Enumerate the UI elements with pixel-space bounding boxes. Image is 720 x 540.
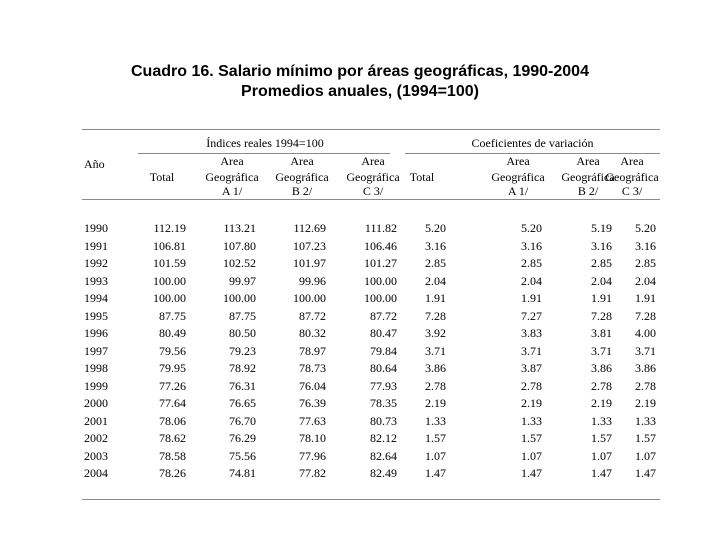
- row-year: 1990: [84, 221, 108, 235]
- cell-coef-area-a: 3.83: [521, 326, 542, 340]
- cell-indices-area-a: 87.75: [229, 308, 256, 323]
- column-header-coef-area-b-line1: Area: [576, 154, 600, 168]
- cell-indices-area-c: 106.46: [364, 238, 397, 253]
- cell-indices-area-b: 99.96: [299, 273, 326, 288]
- cell-indices-area-b: 77.96: [299, 448, 326, 463]
- cell-indices-area-b: 77.82: [299, 466, 326, 480]
- cell-indices-area-c: 111.82: [364, 221, 397, 235]
- cell-indices-area-b: 77.63: [299, 413, 326, 428]
- cell-coef-area-c: 3.71: [635, 343, 656, 358]
- cell-coef-total: 5.20: [425, 221, 446, 235]
- cell-indices-area-c: 101.27: [364, 256, 397, 270]
- row-year: 2000: [84, 396, 108, 410]
- cell-indices-total: 101.59: [153, 256, 186, 270]
- cell-indices-area-a: 75.56: [229, 448, 256, 463]
- cell-coef-total: 2.04: [425, 273, 446, 288]
- row-year: 1992: [84, 256, 108, 270]
- cell-coef-area-a: 3.16: [521, 238, 542, 253]
- cell-coef-area-b: 2.19: [591, 396, 612, 410]
- cell-coef-area-a: 3.87: [521, 361, 542, 375]
- top-rule: [82, 129, 660, 130]
- column-header-indices-area-b-line1: Area: [290, 154, 314, 168]
- column-header-coef-area-c-line3: C 3/: [621, 184, 643, 198]
- cell-coef-area-b: 5.19: [591, 221, 612, 235]
- cell-indices-area-a: 74.81: [229, 466, 256, 480]
- cell-coef-total: 2.78: [425, 378, 446, 393]
- cell-indices-total: 78.06: [159, 413, 186, 428]
- column-header-coef-area-b-line3: B 2/: [577, 184, 599, 198]
- cell-coef-area-a: 5.20: [521, 221, 542, 235]
- cell-coef-area-a: 2.19: [521, 396, 542, 410]
- cell-coef-area-a: 7.27: [521, 308, 542, 323]
- indices-group-header: Índices reales 1994=100: [206, 136, 324, 150]
- cell-indices-total: 77.26: [159, 378, 186, 393]
- cell-indices-area-a: 79.23: [229, 343, 256, 358]
- cell-coef-area-c: 5.20: [635, 221, 656, 235]
- cell-coef-area-b: 3.16: [591, 238, 612, 253]
- cell-coef-area-c: 7.28: [635, 308, 656, 323]
- column-header-coef-area-c-line2: Geográfica: [605, 170, 659, 184]
- cell-coef-total: 1.57: [425, 431, 446, 445]
- column-header-indices-area-b-line3: B 2/: [291, 184, 313, 198]
- table-title: Cuadro 16. Salario mínimo por áreas geográficas, 1990-2004: [131, 63, 589, 80]
- cell-indices-area-b: 78.73: [299, 361, 326, 375]
- column-header-indices-area-c-line3: C 3/: [362, 184, 384, 198]
- cell-coef-area-c: 2.85: [635, 256, 656, 270]
- column-header-coef-area-a-line3: A 1/: [507, 184, 529, 198]
- cell-indices-total: 100.00: [153, 273, 186, 288]
- row-year: 1996: [84, 326, 108, 340]
- cell-coef-total: 2.85: [425, 256, 446, 270]
- cell-indices-area-a: 76.65: [229, 396, 256, 410]
- cell-indices-area-c: 82.64: [370, 448, 397, 463]
- cell-coef-area-c: 2.04: [635, 273, 656, 288]
- column-header-indices-area-c-line1: Area: [361, 154, 385, 168]
- cell-indices-area-a: 78.92: [229, 361, 256, 375]
- column-header-coef-area-b-line2: Geográfica: [561, 170, 615, 184]
- cell-coef-total: 2.19: [425, 396, 446, 410]
- cell-indices-area-b: 100.00: [293, 291, 326, 305]
- cell-indices-area-c: 100.00: [364, 273, 397, 288]
- cell-coef-total: 3.16: [425, 238, 446, 253]
- cell-indices-total: 79.56: [159, 343, 186, 358]
- cell-indices-total: 100.00: [153, 291, 186, 305]
- cell-coef-total: 1.47: [425, 466, 446, 480]
- cell-coef-area-b: 1.33: [591, 413, 612, 428]
- column-header-indices-area-a-line2: Geográfica: [205, 170, 259, 184]
- cell-coef-area-a: 1.33: [521, 413, 542, 428]
- cell-coef-area-b: 1.57: [591, 431, 612, 445]
- cell-coef-area-b: 3.71: [591, 343, 612, 358]
- row-year: 1995: [84, 308, 108, 323]
- cell-indices-area-a: 100.00: [223, 291, 256, 305]
- cell-indices-area-b: 78.10: [299, 431, 326, 445]
- cell-indices-area-c: 78.35: [370, 396, 397, 410]
- bottom-rule: [82, 499, 660, 500]
- row-year: 2004: [84, 466, 108, 480]
- cell-indices-total: 77.64: [159, 396, 186, 410]
- row-year: 2002: [84, 431, 108, 445]
- cell-indices-total: 79.95: [159, 361, 186, 375]
- table-subtitle: Promedios anuales, (1994=100): [241, 83, 479, 100]
- row-year: 1993: [84, 273, 108, 288]
- cell-coef-area-b: 3.86: [591, 361, 612, 375]
- row-year: 1999: [84, 378, 108, 393]
- coef-group-header: Coeficientes de variación: [471, 136, 594, 150]
- cell-indices-area-b: 101.97: [293, 256, 326, 270]
- cell-indices-area-b: 76.04: [299, 378, 326, 393]
- cell-coef-area-a: 1.57: [521, 431, 542, 445]
- cell-coef-area-b: 7.28: [591, 308, 612, 323]
- cell-indices-area-a: 76.70: [229, 413, 256, 428]
- column-header-coef-area-a-line2: Geográfica: [491, 170, 545, 184]
- cell-indices-area-b: 107.23: [293, 238, 326, 253]
- row-year: 2001: [84, 413, 108, 428]
- cell-indices-total: 106.81: [153, 238, 186, 253]
- cell-coef-area-b: 1.07: [591, 448, 612, 463]
- cell-indices-total: 78.58: [159, 448, 186, 463]
- column-header-indices-area-a-line1: Area: [220, 154, 244, 168]
- cell-indices-area-a: 76.29: [229, 431, 256, 445]
- cell-coef-total: 3.71: [425, 343, 446, 358]
- column-header-coef-area-c-line1: Area: [620, 154, 644, 168]
- cell-coef-area-a: 1.07: [521, 448, 542, 463]
- column-header-indices-total-line2: Total: [149, 170, 175, 184]
- cell-indices-area-c: 80.64: [370, 361, 397, 375]
- cell-indices-total: 78.26: [159, 466, 186, 480]
- cell-indices-area-b: 112.69: [293, 221, 326, 235]
- cell-coef-area-c: 1.07: [635, 448, 656, 463]
- cell-coef-area-b: 1.47: [591, 466, 612, 480]
- header-bottom-rule: [82, 199, 660, 200]
- cell-indices-area-a: 107.80: [223, 238, 256, 253]
- cell-indices-area-c: 79.84: [370, 343, 397, 358]
- row-year: 1994: [84, 291, 108, 305]
- cell-coef-area-c: 2.19: [635, 396, 656, 410]
- cell-indices-area-b: 87.72: [299, 308, 326, 323]
- column-header-indices-area-a-line3: A 1/: [221, 184, 243, 198]
- cell-indices-area-b: 80.32: [299, 326, 326, 340]
- column-header-coef-total-line2: Total: [409, 170, 435, 184]
- cell-indices-area-c: 77.93: [370, 378, 397, 393]
- cell-indices-area-b: 78.97: [299, 343, 326, 358]
- column-header-indices-area-b-line2: Geográfica: [275, 170, 329, 184]
- cell-coef-area-c: 1.47: [635, 466, 656, 480]
- cell-indices-area-c: 100.00: [364, 291, 397, 305]
- column-header-indices-area-c-line2: Geográfica: [346, 170, 400, 184]
- cell-indices-area-a: 102.52: [223, 256, 256, 270]
- cell-coef-area-c: 1.91: [635, 291, 656, 305]
- cell-coef-total: 3.92: [425, 326, 446, 340]
- cell-coef-area-a: 2.85: [521, 256, 542, 270]
- cell-coef-area-b: 1.91: [591, 291, 612, 305]
- row-year: 1991: [84, 238, 108, 253]
- cell-coef-total: 1.07: [425, 448, 446, 463]
- row-year: 2003: [84, 448, 108, 463]
- cell-coef-area-c: 1.57: [635, 431, 656, 445]
- cell-coef-area-a: 1.91: [521, 291, 542, 305]
- cell-indices-area-b: 76.39: [299, 396, 326, 410]
- cell-indices-total: 80.49: [159, 326, 186, 340]
- cell-indices-total: 87.75: [159, 308, 186, 323]
- cell-coef-total: 1.33: [425, 413, 446, 428]
- column-header-coef-area-a-line1: Area: [506, 154, 530, 168]
- cell-coef-area-c: 3.16: [635, 238, 656, 253]
- cell-indices-area-a: 76.31: [229, 378, 256, 393]
- row-year: 1997: [84, 343, 108, 358]
- cell-coef-area-c: 1.33: [635, 413, 656, 428]
- cell-indices-area-a: 99.97: [229, 273, 256, 288]
- cell-indices-area-c: 87.72: [370, 308, 397, 323]
- cell-coef-area-a: 1.47: [521, 466, 542, 480]
- cell-indices-area-a: 80.50: [229, 326, 256, 340]
- cell-coef-area-c: 4.00: [635, 326, 656, 340]
- cell-indices-area-c: 80.73: [370, 413, 397, 428]
- cell-coef-area-b: 2.78: [591, 378, 612, 393]
- cell-coef-total: 7.28: [425, 308, 446, 323]
- cell-coef-total: 1.91: [425, 291, 446, 305]
- cell-coef-area-c: 3.86: [635, 361, 656, 375]
- cell-indices-total: 112.19: [153, 221, 186, 235]
- cell-coef-area-a: 3.71: [521, 343, 542, 358]
- cell-coef-area-a: 2.04: [521, 273, 542, 288]
- cell-indices-area-c: 80.47: [370, 326, 397, 340]
- cell-coef-area-a: 2.78: [521, 378, 542, 393]
- cell-coef-area-c: 2.78: [635, 378, 656, 393]
- cell-indices-area-a: 113.21: [223, 221, 256, 235]
- cell-coef-area-b: 2.85: [591, 256, 612, 270]
- year-column-header: Año: [84, 157, 105, 171]
- cell-indices-area-c: 82.49: [370, 466, 397, 480]
- row-year: 1998: [84, 361, 108, 375]
- cell-coef-total: 3.86: [425, 361, 446, 375]
- cell-coef-area-b: 2.04: [591, 273, 612, 288]
- cell-indices-total: 78.62: [159, 431, 186, 445]
- cell-indices-area-c: 82.12: [370, 431, 397, 445]
- cell-coef-area-b: 3.81: [591, 326, 612, 340]
